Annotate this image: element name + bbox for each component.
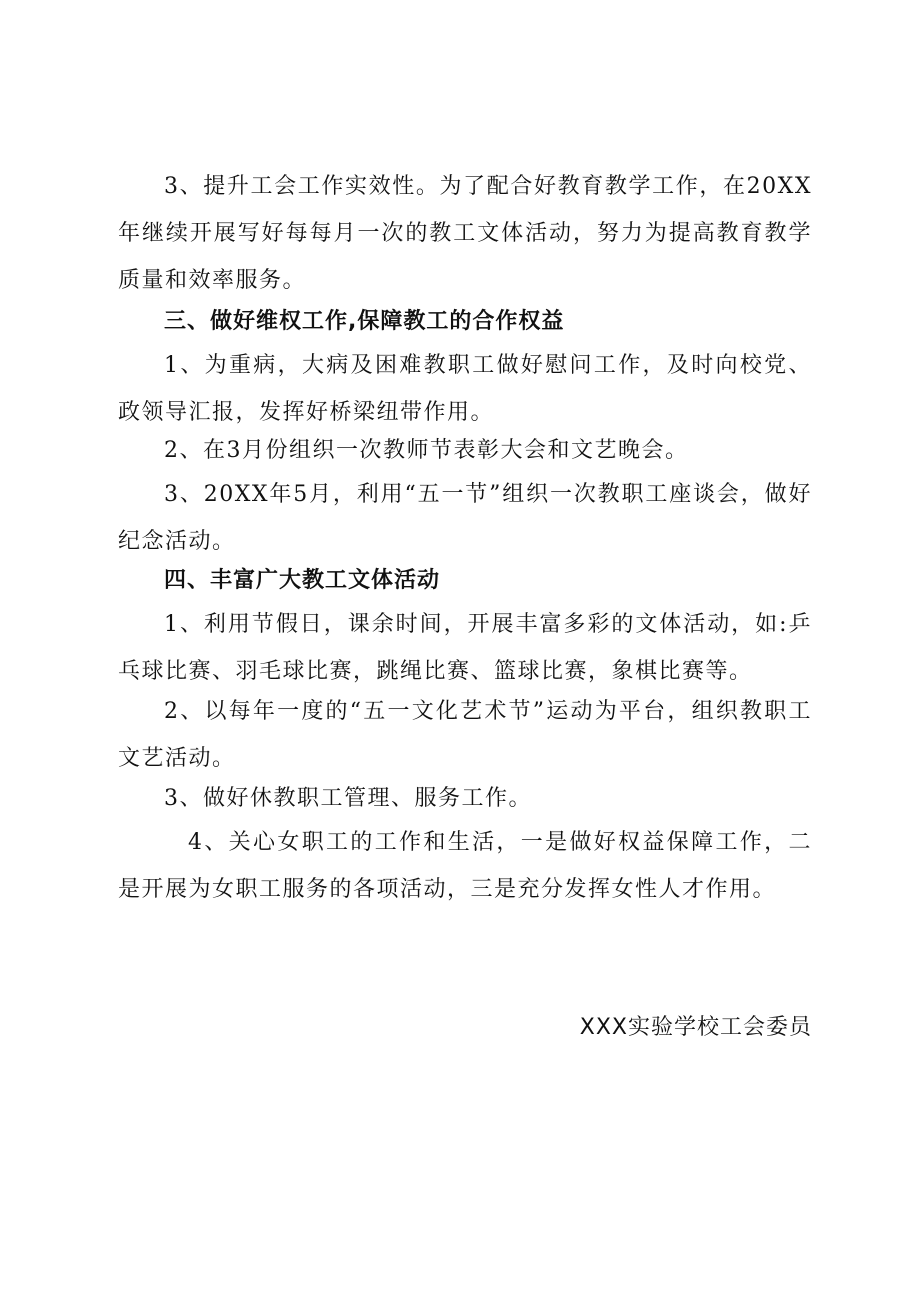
signature: XXX实验学校工会委员 xyxy=(579,1015,812,1040)
paragraph-female-staff: 4、关心女职工的工作和生活，一是做好权益保障工作，二是开展为女职工服务的各项活动，三是充分发挥女性人才作用。 xyxy=(118,830,812,902)
section-heading-rights-protection: 三、做好维权工作,保障教工的合作权益 xyxy=(164,309,565,334)
paragraph-retired-staff: 3、做好休教职工管理、服务工作。 xyxy=(164,786,532,811)
paragraph-sports-activities: 1、利用节假日，课余时间，开展丰富多彩的文体活动，如:乒乓球比赛、羽毛球比赛，跳绳比赛、篮球比赛，象棋比赛等。 xyxy=(118,612,812,684)
section-heading-cultural-sports: 四、丰富广大教工文体活动 xyxy=(164,568,441,593)
paragraph-condolence-work: 1、为重病，大病及困难教职工做好慰问工作，及时向校党、政领导汇报，发挥好桥梁纽带作用。 xyxy=(118,353,812,425)
paragraph-arts-festival: 2、以每年一度的“五一文化艺术节”运动为平台，组织教职工文艺活动。 xyxy=(118,699,812,771)
paragraph-teachers-day-event: 2、在3月份组织一次教师节表彰大会和文艺晚会。 xyxy=(164,438,689,463)
paragraph-may-day-forum: 3、20XX年5月，利用“五一节”组织一次教职工座谈会，做好纪念活动。 xyxy=(118,482,812,554)
paragraph-union-effectiveness: 3、提升工会工作实效性。为了配合好教育教学工作，在20XX年继续开展写好每每月一次的教工文体活动，努力为提高教育教学质量和效率服务。 xyxy=(118,174,812,293)
